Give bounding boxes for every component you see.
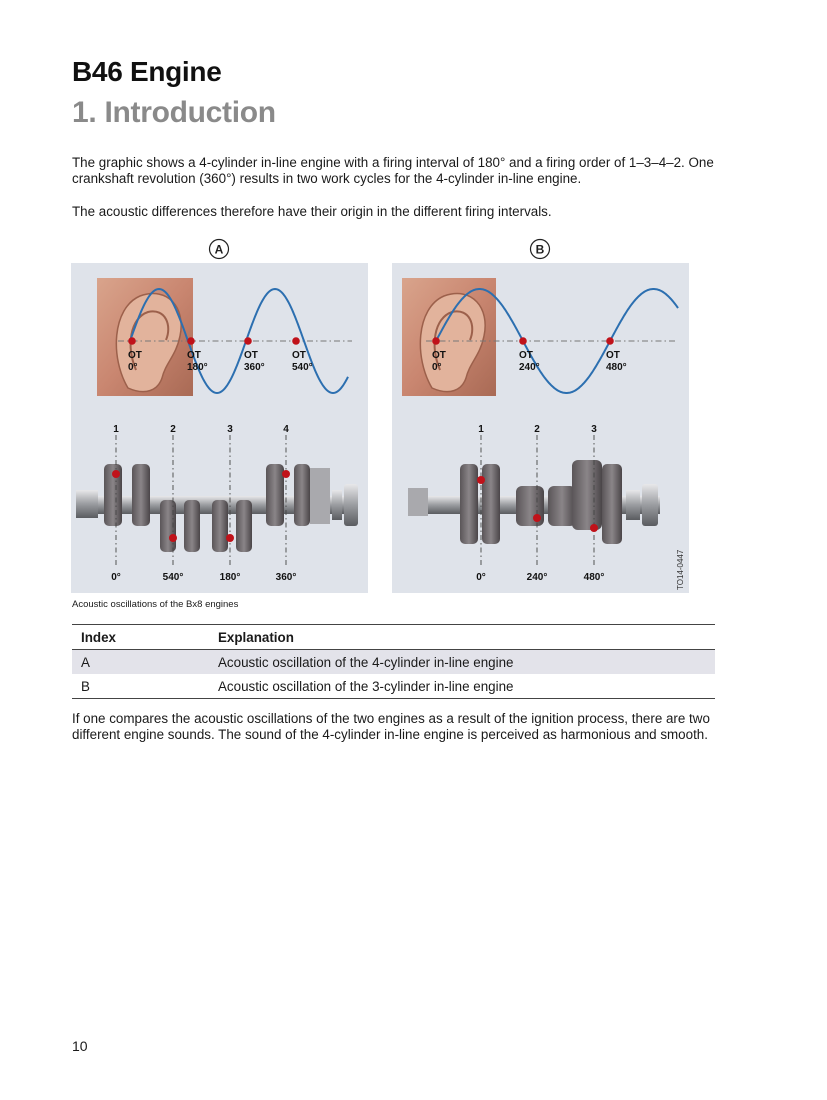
ot-angle-label: 480° <box>606 362 627 373</box>
crankpin-dot <box>112 470 120 478</box>
ot-dot <box>244 337 252 345</box>
table-cell-explanation: Acoustic oscillation of the 4-cylinder in-line engine <box>209 650 715 675</box>
crank-angle-label: 540° <box>162 572 184 583</box>
ot-angle-label: 540° <box>292 362 313 373</box>
ot-label: OT <box>519 350 533 361</box>
crankpin-dot <box>226 534 234 542</box>
conclusion-paragraph: If one compares the acoustic oscillations of the two engines as a result of the ignition process, there are two different engine sounds. The sound of the 4-cylinder in-line engine is perceived as harmonious and smooth. <box>72 711 710 742</box>
crankpin-dot <box>477 476 485 484</box>
cylinder-number: 4 <box>283 424 289 435</box>
ot-dot <box>519 337 527 345</box>
ot-label: OT <box>128 350 142 361</box>
acoustic-paragraph: The acoustic differences therefore have their origin in the different firing intervals. <box>72 204 552 219</box>
ot-label: OT <box>292 350 306 361</box>
table-cell-index: A <box>72 650 209 675</box>
intro-paragraph: The graphic shows a 4-cylinder in-line engine with a firing interval of 180° and a firing order of 1–3–4–2. One crankshaft revolution (360°) results in two work cycles for the 4-cylinder in-line engine. <box>72 155 714 186</box>
ot-angle-label: 0° <box>432 362 442 373</box>
acoustic-oscillation-figure <box>70 238 690 600</box>
section-title: 1. Introduction <box>72 96 276 129</box>
cylinder-number: 2 <box>534 424 540 435</box>
crankpin-dot <box>590 524 598 532</box>
table-header-index: Index <box>72 625 209 650</box>
crankpin-dot <box>282 470 290 478</box>
table-row <box>72 650 715 675</box>
panel-b-label: B <box>535 242 545 257</box>
document-title: B46 Engine <box>72 56 222 87</box>
ot-label: OT <box>244 350 258 361</box>
cylinder-number: 3 <box>591 424 597 435</box>
table-header-row <box>72 625 715 650</box>
table-header-explanation: Explanation <box>209 625 715 650</box>
crank-angle-label: 180° <box>219 572 241 583</box>
table-cell-index: B <box>72 674 209 699</box>
ot-angle-label: 0° <box>128 362 138 373</box>
table-cell-explanation: Acoustic oscillation of the 3-cylinder in-line engine <box>209 674 715 699</box>
ot-angle-label: 360° <box>244 362 265 373</box>
figure-code: TO14-0447 <box>676 549 685 590</box>
ot-label: OT <box>432 350 446 361</box>
cylinder-number: 3 <box>227 424 233 435</box>
figure-svg <box>70 238 690 600</box>
ot-dot <box>292 337 300 345</box>
ot-label: OT <box>187 350 201 361</box>
ear-photo-b <box>402 278 496 396</box>
ot-dot <box>606 337 614 345</box>
ot-dot <box>432 337 440 345</box>
crank-angle-label: 360° <box>275 572 297 583</box>
crankpin-dot <box>169 534 177 542</box>
crank-angle-label: 0° <box>111 572 121 583</box>
figure-caption: Acoustic oscillations of the Bx8 engines <box>72 599 239 610</box>
crankpin-dot <box>533 514 541 522</box>
ot-angle-label: 180° <box>187 362 208 373</box>
crank-angle-label: 240° <box>526 572 548 583</box>
ot-label: OT <box>606 350 620 361</box>
table-row <box>72 674 715 699</box>
index-table <box>72 624 715 699</box>
page-number: 10 <box>72 1038 88 1054</box>
cylinder-number: 1 <box>478 424 484 435</box>
ot-dot <box>187 337 195 345</box>
cylinder-number: 1 <box>113 424 119 435</box>
cylinder-number: 2 <box>170 424 176 435</box>
ear-photo-a <box>97 278 193 396</box>
crank-angle-label: 480° <box>583 572 605 583</box>
panel-b <box>392 240 689 594</box>
ot-dot <box>128 337 136 345</box>
panel-a-label: A <box>214 242 224 257</box>
ot-angle-label: 240° <box>519 362 540 373</box>
panel-a <box>71 240 368 594</box>
crank-angle-label: 0° <box>476 572 486 583</box>
